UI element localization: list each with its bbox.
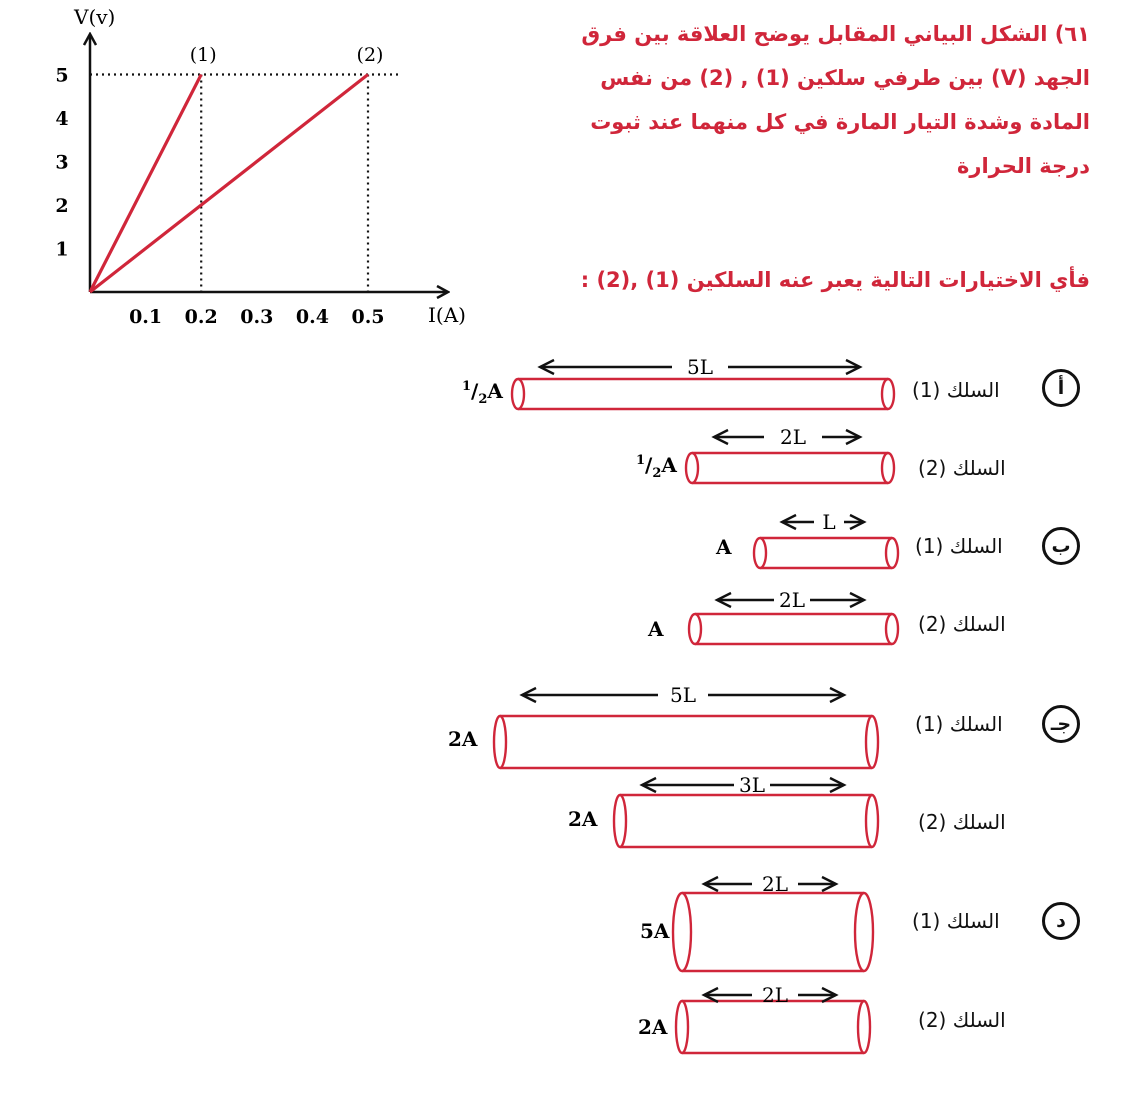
x-tick-label: 0.2 bbox=[184, 306, 218, 328]
wire-end-left bbox=[676, 1001, 688, 1053]
wire-body bbox=[500, 716, 872, 768]
y-tick-label: 1 bbox=[55, 238, 69, 261]
wire-end-right bbox=[866, 795, 878, 847]
length-arrowhead-left bbox=[714, 430, 728, 444]
y-tick-label: 4 bbox=[55, 108, 69, 130]
question-line-2: الجهد (V) بين طرفي سلكين (1) , (2) من نفس bbox=[600, 66, 1090, 90]
wire-end-right bbox=[882, 453, 894, 483]
wire-end-left bbox=[689, 614, 701, 644]
wire-area-label: $^1/_2A$ bbox=[636, 453, 677, 481]
series-label-1: (1) bbox=[189, 44, 217, 66]
length-arrowhead-right bbox=[830, 688, 844, 702]
wire-area-label: 2A bbox=[568, 807, 598, 831]
wire-end-left bbox=[754, 538, 766, 568]
wire-length-label: 3L bbox=[738, 773, 766, 797]
wire-body bbox=[518, 379, 888, 409]
question-line-3: المادة وشدة التيار المارة في كل منهما عند ثبوت bbox=[590, 110, 1090, 134]
x-axis-label: I(A) bbox=[428, 303, 466, 327]
option-letter-4[interactable]: د bbox=[1042, 902, 1080, 940]
wire-end-left bbox=[686, 453, 698, 483]
wire-label-option-4-1: السلك (1) bbox=[912, 909, 1000, 933]
wire-area-label: A bbox=[716, 535, 732, 559]
question-line-1: ٦١) الشكل البياني المقابل يوضح العلاقة بين فرق bbox=[581, 22, 1090, 46]
wire-label-option-3-2: السلك (2) bbox=[918, 810, 1006, 834]
wire-label-option-2-2: السلك (2) bbox=[918, 612, 1006, 636]
length-arrowhead-left bbox=[642, 778, 656, 792]
wire-end-right bbox=[858, 1001, 870, 1053]
length-arrowhead-right bbox=[846, 360, 860, 374]
wire-end-left bbox=[494, 716, 506, 768]
wire-area-label: 2A bbox=[638, 1015, 668, 1039]
question-number: ٦١) bbox=[1054, 22, 1090, 46]
wire-end-right bbox=[882, 379, 894, 409]
length-arrowhead-left bbox=[704, 877, 718, 891]
wire-label-option-3-1: السلك (1) bbox=[915, 712, 1003, 736]
question-prompt: فأي الاختيارات التالية يعبر عنه السلكين (1) ,(2) : bbox=[580, 268, 1090, 292]
y-axis-label: V(v) bbox=[74, 5, 116, 29]
wire-body bbox=[692, 453, 888, 483]
wire-end-right bbox=[866, 716, 878, 768]
wire-label-option-4-2: السلك (2) bbox=[918, 1008, 1006, 1032]
wire-area-label: 5A bbox=[640, 919, 670, 943]
wire-label-option-1-2: السلك (2) bbox=[918, 456, 1006, 480]
wire-label-option-1-1: السلك (1) bbox=[912, 378, 1000, 402]
length-arrowhead-right bbox=[822, 988, 836, 1002]
vi-graph bbox=[0, 0, 480, 340]
wire-body bbox=[695, 614, 892, 644]
series-line-1 bbox=[90, 75, 201, 293]
y-tick-label: 2 bbox=[55, 195, 69, 217]
length-arrowhead-right bbox=[850, 593, 864, 607]
wire-length-label: 2L bbox=[778, 588, 806, 612]
y-tick-label: 3 bbox=[55, 151, 69, 174]
series-line-2 bbox=[90, 75, 368, 293]
option-letter-2[interactable]: ب bbox=[1042, 527, 1080, 565]
length-arrowhead-left bbox=[522, 688, 536, 702]
wire-length-label: 2L bbox=[761, 983, 789, 1007]
wire-area-label: $^1/_2A$ bbox=[462, 379, 503, 407]
length-arrowhead-left bbox=[782, 515, 796, 529]
option-letter-1[interactable]: أ bbox=[1042, 369, 1080, 407]
wire-length-label: 5L bbox=[686, 355, 714, 379]
wire-end-right bbox=[886, 614, 898, 644]
question-line-4: درجة الحرارة bbox=[956, 154, 1090, 178]
x-tick-label: 0.5 bbox=[351, 306, 385, 328]
length-arrowhead-right bbox=[850, 515, 864, 529]
question-text bbox=[550, 12, 1090, 188]
wire-body bbox=[760, 538, 892, 568]
length-arrowhead-right bbox=[822, 877, 836, 891]
wire-end-right bbox=[886, 538, 898, 568]
wire-length-label: 2L bbox=[761, 872, 789, 896]
wire-end-left bbox=[614, 795, 626, 847]
length-arrowhead-left bbox=[704, 988, 718, 1002]
x-tick-label: 0.4 bbox=[295, 306, 329, 328]
y-tick-label: 5 bbox=[55, 64, 69, 87]
option-letter-3[interactable]: جـ bbox=[1042, 705, 1080, 743]
length-arrowhead-right bbox=[846, 430, 860, 444]
x-tick-label: 0.3 bbox=[240, 306, 274, 328]
wire-area-label: A bbox=[648, 617, 664, 641]
wire-end-left bbox=[673, 893, 691, 971]
wire-body bbox=[682, 1001, 864, 1053]
length-arrowhead-right bbox=[830, 778, 844, 792]
wire-end-right bbox=[855, 893, 873, 971]
wire-length-label: 2L bbox=[779, 425, 807, 449]
x-tick-label: 0.1 bbox=[129, 306, 163, 328]
wire-area-label: 2A bbox=[448, 727, 478, 751]
wire-body bbox=[682, 893, 864, 971]
wire-end-left bbox=[512, 379, 524, 409]
wire-label-option-2-1: السلك (1) bbox=[915, 534, 1003, 558]
wire-body bbox=[620, 795, 872, 847]
length-arrowhead-left bbox=[717, 593, 731, 607]
series-label-2: (2) bbox=[356, 44, 384, 66]
wire-length-label: 5L bbox=[669, 683, 697, 707]
wire-length-label: L bbox=[822, 510, 836, 534]
length-arrowhead-left bbox=[540, 360, 554, 374]
